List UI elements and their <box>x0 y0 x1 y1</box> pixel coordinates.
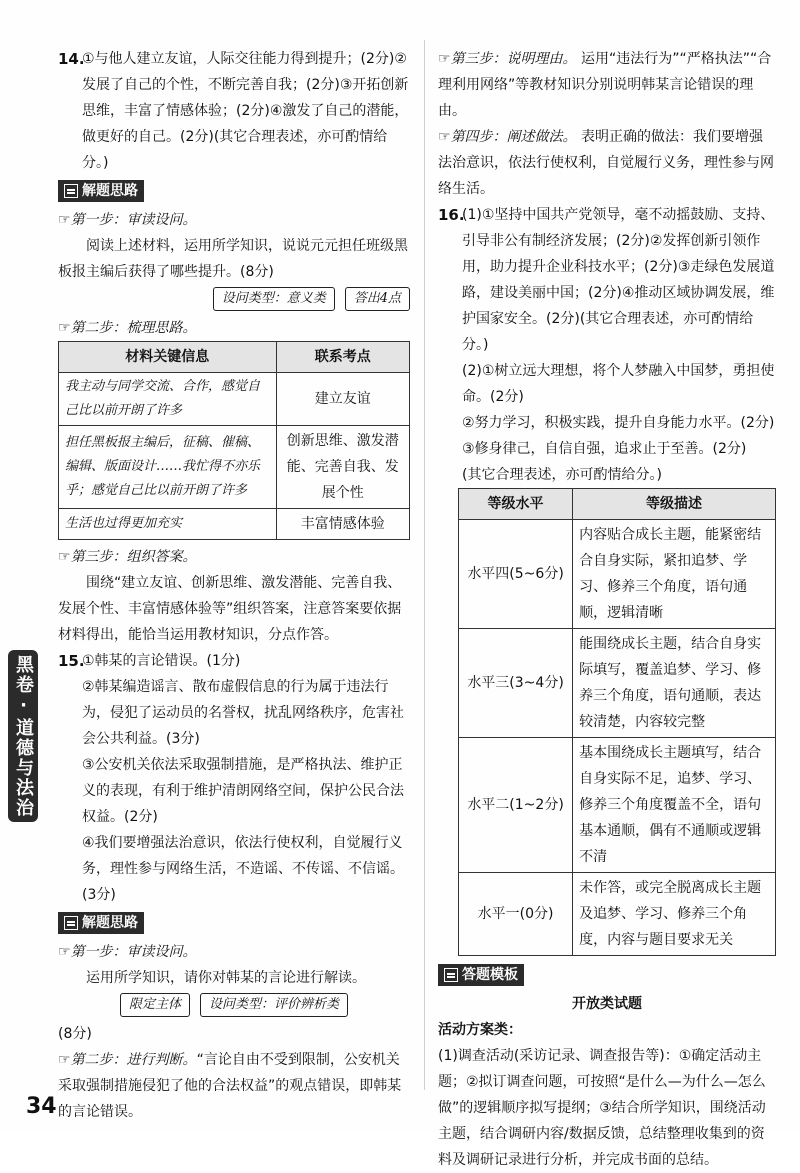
question-type-tag: 设问类型：评价辨析类 <box>200 993 348 1017</box>
question-16 <box>438 202 776 488</box>
section-bar-label: 答题模板 <box>462 967 518 983</box>
table-cell: 水平一(0分) <box>459 873 573 956</box>
table-cell: 丰富情感体验 <box>276 509 409 540</box>
answer-part: (2)①树立远大理想，将个人梦融入中国梦，勇担使命。(2分) <box>462 363 775 405</box>
hand-icon: ☞ <box>58 320 71 336</box>
method-paragraph <box>438 124 776 202</box>
section-bar-label: 解题思路 <box>82 915 138 931</box>
tag-row <box>58 993 410 1017</box>
right-column <box>438 46 776 1173</box>
organize-text: 围绕“建立友谊、创新思维、激发潜能、完善自我、发展个性、丰富情感体验等”组织答案，注意答案要依据材料得出，能恰当运用教材知识，分点作答。 <box>58 575 402 643</box>
table-row <box>459 738 776 873</box>
judge-paragraph <box>58 1047 410 1125</box>
table-cell: 基本围绕成长主题填写，结合自身实际不足，追梦、学习、修养三个角度覆盖不全，语句基本通顺，偶有不通顺或逻辑不清 <box>573 738 776 873</box>
template-category: 活动方案类： <box>438 1022 522 1038</box>
answer-part: ③修身律己，自信自强，追求止于至善。(2分) <box>462 441 747 457</box>
column-divider <box>424 40 425 1090</box>
table-row <box>459 873 776 956</box>
table-row <box>59 509 410 540</box>
template-text: (1)调查活动(采访记录、调查报告等)：①确定活动主题；②拟订调查问题，可按照“是什么—为什么—怎么做”的逻辑顺序拟写提纲；③结合所学知识，围绕活动主题，结合调研内容/数据反馈，总结整理收集到的资料及调研记录进行分析，并完成书面的总结。 <box>438 1048 766 1168</box>
table-cell: 创新思维、激发潜能、完善自我、发展个性 <box>276 426 409 509</box>
answer-point: ④我们要增强法治意识，依法行使权利，自觉履行义务，理性参与网络生活，不造谣、不传谣、不信谣。(3分) <box>82 835 404 903</box>
question-text: 阅读上述材料，运用所学知识，说说元元担任班级黑板报主编后获得了哪些提升。(8分) <box>58 238 408 280</box>
hand-icon: ☞ <box>438 129 451 145</box>
table-header: 联系考点 <box>276 342 409 373</box>
answer-part: (1)①坚持中国共产党领导，毫不动摇鼓励、支持、引导非公有制经济发展；(2分)②发挥创新引领作用，助力提升企业科技水平；(2分)③走绿色发展道路，建设美丽中国；(2分)④推动区域协调发展，维护国家安全。(2分)(其它合理表述，亦可酌情给分。) <box>462 207 775 353</box>
side-tab: 黑卷·道德与法治 <box>8 650 38 822</box>
answer-point: ①韩某的言论错误。(1分) <box>82 653 241 669</box>
table-cell: 水平二(1~2分) <box>459 738 573 873</box>
subject-tag: 限定主体 <box>120 993 190 1017</box>
question-number: 16. <box>438 206 465 224</box>
notebook-icon <box>64 184 78 198</box>
question-number: 15. <box>58 652 85 670</box>
table-row <box>459 520 776 629</box>
table-header-row <box>59 342 410 373</box>
left-column <box>58 46 410 1125</box>
table-row <box>459 629 776 738</box>
table-header: 材料关键信息 <box>59 342 277 373</box>
table-cell: 能围绕成长主题，结合自身实际填写，覆盖追梦、学习、修养三个角度，语句通顺，表达较清楚，内容较完整 <box>573 629 776 738</box>
table-cell: 水平三(3~4分) <box>459 629 573 738</box>
method-text: 表明正确的做法：我们要增强法治意识，依法行使权利，自觉履行义务，理性参与网络生活。 <box>438 129 774 197</box>
question-14 <box>58 46 410 176</box>
question-text: 运用所学知识，请你对韩某的言论进行解读。 <box>86 970 366 986</box>
page-number: 34 <box>26 1094 57 1119</box>
section-bar <box>438 964 524 986</box>
table-cell: 内容贴合成长主题，能紧密结合自身实际，紧扣追梦、学习、修养三个角度，语句通顺，逻辑清晰 <box>573 520 776 629</box>
question-number: 14. <box>58 50 85 68</box>
table-cell: 我主动与同学交流、合作，感觉自己比以前开朗了许多 <box>59 373 277 426</box>
question-type-tag: 设问类型：意义类 <box>213 287 335 311</box>
template-title: 开放类试题 <box>572 996 642 1012</box>
step-label: ☞第四步：阐述做法。 <box>438 129 577 145</box>
table-header: 等级水平 <box>459 489 573 520</box>
step-label: ☞第一步：审读设问。 <box>58 944 197 960</box>
book-icon <box>444 968 458 982</box>
judge-text: “言论自由不受到限制，公安机关采取强制措施侵犯了他的合法权益”的观点错误，即韩某的言论错误。 <box>58 1052 402 1120</box>
step-label: ☞第三步：说明理由。 <box>438 51 577 67</box>
question-15 <box>58 648 410 908</box>
table-cell: 建立友谊 <box>276 373 409 426</box>
step-label: ☞第三步：组织答案。 <box>58 549 197 565</box>
step-label: ☞第二步：梳理思路。 <box>58 320 197 336</box>
table-cell: 生活也过得更加充实 <box>59 509 277 540</box>
points-tag: 答出4点 <box>345 287 410 311</box>
table-cell: 担任黑板报主编后，征稿、催稿、编辑、版面设计……我忙得不亦乐乎；感觉自己比以前开朗了许多 <box>59 426 277 509</box>
hand-icon: ☞ <box>58 1052 71 1068</box>
score-text: (8分) <box>58 1026 92 1042</box>
section-bar <box>58 912 144 934</box>
reason-text: 运用“违法行为”“严格执法”“合理利用网络”等教材知识分别说明韩某言论错误的理由。 <box>438 51 772 119</box>
hand-icon: ☞ <box>58 212 71 228</box>
table-cell: 未作答，或完全脱离成长主题及追梦、学习、修养三个角度，内容与题目要求无关 <box>573 873 776 956</box>
hand-icon: ☞ <box>58 549 71 565</box>
reason-paragraph <box>438 46 776 124</box>
answer-part: ②努力学习，积极实践，提升自身能力水平。(2分) <box>462 415 775 431</box>
table-cell: 水平四(5~6分) <box>459 520 573 629</box>
step-label: ☞第二步：进行判断。 <box>58 1052 197 1068</box>
section-bar-label: 解题思路 <box>82 183 138 199</box>
answer-text: ①与他人建立友谊，人际交往能力得到提升；(2分)②发展了自己的个性，不断完善自我；(2分)③开拓创新思维，丰富了情感体验；(2分)④激发了自己的潜能，做更好的自己。(2分)(其它合理表述，亦可酌情给分。) <box>82 51 409 171</box>
grading-table <box>458 488 776 956</box>
answer-part: (其它合理表述，亦可酌情给分。) <box>462 467 662 483</box>
hand-icon: ☞ <box>438 51 451 67</box>
table-header-row <box>459 489 776 520</box>
hand-icon: ☞ <box>58 944 71 960</box>
table-row <box>59 426 410 509</box>
notebook-icon <box>64 916 78 930</box>
analysis-table <box>58 341 410 540</box>
tag-row <box>58 287 410 311</box>
table-header: 等级描述 <box>573 489 776 520</box>
answer-point: ③公安机关依法采取强制措施，是严格执法、维护正义的表现，有利于维护清朗网络空间，保护公民合法权益。(2分) <box>82 757 404 825</box>
answer-point: ②韩某编造谣言、散布虚假信息的行为属于违法行为，侵犯了运动员的名誉权，扰乱网络秩序，危害社会公共利益。(3分) <box>82 679 404 747</box>
section-bar <box>58 180 144 202</box>
table-row <box>59 373 410 426</box>
step-label: ☞第一步：审读设问。 <box>58 212 197 228</box>
